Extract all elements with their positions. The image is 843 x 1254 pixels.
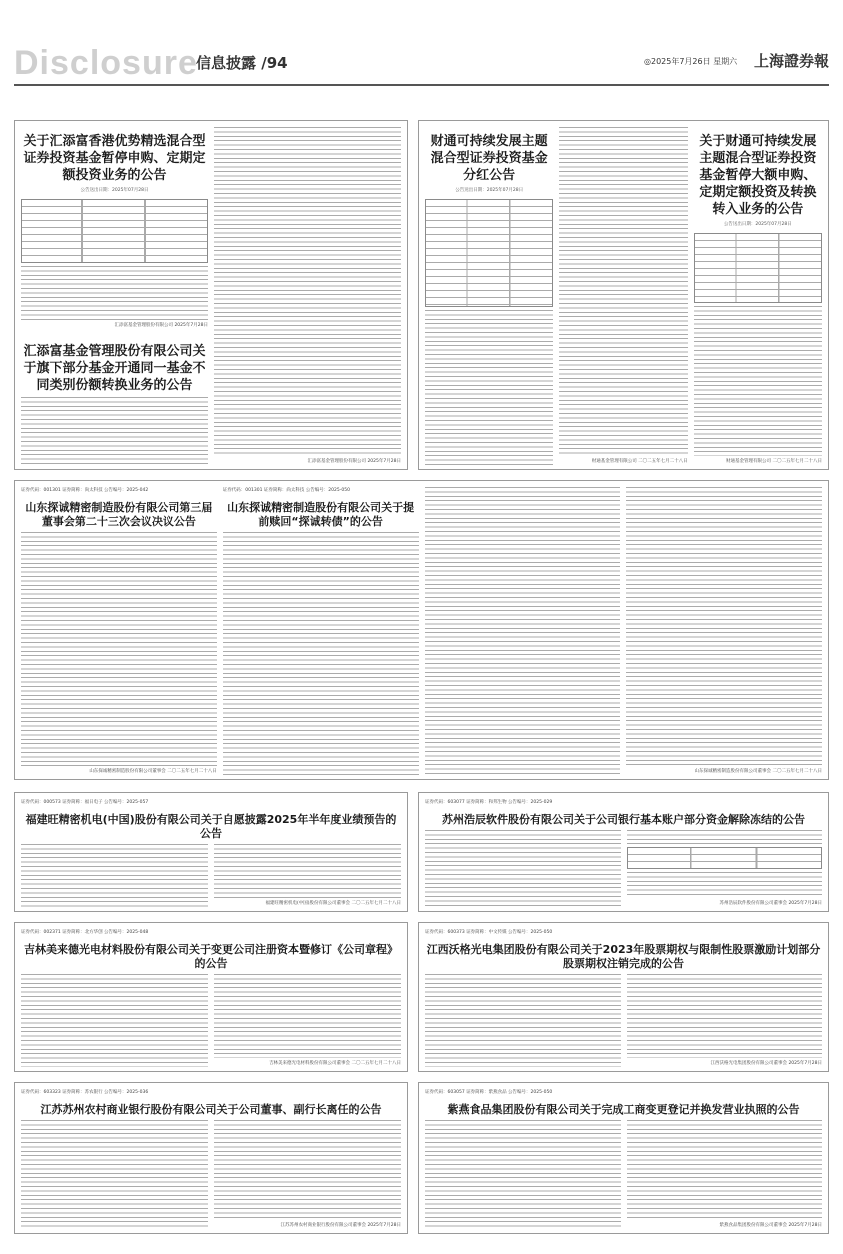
notice-column-1 bbox=[21, 487, 217, 775]
notice-box-sunong bbox=[14, 1082, 408, 1234]
notice-columns bbox=[21, 1120, 401, 1229]
notice-title: 江苏苏州农村商业银行股份有限公司关于公司董事、副行长离任的公告 bbox=[40, 1103, 382, 1116]
notice-body bbox=[627, 1120, 823, 1220]
notice-signature: 财通基金管理有限公司 二〇二五年七月二十八日 bbox=[726, 459, 822, 464]
notice-title: 吉林美来德光电材料股份有限公司关于变更公司注册资本暨修订《公司章程》的公告 bbox=[24, 943, 398, 970]
notice-title: 苏州浩辰软件股份有限公司关于公司银行基本账户部分资金解除冻结的公告 bbox=[442, 813, 805, 826]
fund-info-table bbox=[694, 233, 822, 303]
notice-column-left bbox=[425, 127, 553, 465]
notice-signature: 吉林美来德光电材料股份有限公司董事会 二〇二五年七月二十八日 bbox=[269, 1061, 401, 1066]
notice-column-left bbox=[21, 974, 208, 1067]
notice-box-ziyan bbox=[418, 1082, 829, 1234]
notice-body bbox=[425, 487, 621, 775]
notice-columns bbox=[425, 974, 822, 1067]
notice-column-2 bbox=[223, 487, 419, 775]
notice-column-right bbox=[627, 1120, 823, 1229]
notice-box-fuwang bbox=[14, 792, 408, 912]
notice-column-left bbox=[21, 844, 208, 907]
issue-date: ◎2025年7月26日 星期六 bbox=[644, 57, 738, 66]
notice-body bbox=[21, 974, 208, 1067]
notice-body bbox=[627, 830, 823, 844]
notice-body bbox=[21, 844, 208, 907]
section-name: 信息披露 bbox=[196, 54, 257, 72]
stock-codes: 证券代码：603057 证券简称：紫燕食品 公告编号：2025-050 bbox=[425, 1090, 553, 1095]
notice-signature: 汇添富基金管理股份有限公司 2025年7月28日 bbox=[114, 323, 208, 328]
notice-body bbox=[214, 127, 401, 456]
notice-column-right bbox=[214, 1120, 401, 1229]
notice-title: 山东探诚精密制造股份有限公司第三届董事会第二十三次会议决议公告 bbox=[25, 501, 213, 528]
notice-columns bbox=[425, 830, 822, 907]
notice-title: 江西沃格光电集团股份有限公司关于2023年股票期权与限制性股票激励计划部分股票期权注销完成的公告 bbox=[426, 943, 821, 970]
notice-signature: 财通基金管理有限公司 二〇二五年七月二十八日 bbox=[591, 459, 688, 464]
notice-columns bbox=[21, 844, 401, 907]
notice-body bbox=[559, 127, 687, 456]
notice-column-right bbox=[627, 830, 823, 907]
notice-column-left bbox=[425, 974, 621, 1067]
notice-body bbox=[425, 310, 553, 465]
notice-signature: 紫燕食品集团股份有限公司董事会 2025年7月28日 bbox=[719, 1223, 822, 1228]
notice-body bbox=[21, 266, 208, 320]
notice-column-left bbox=[425, 1120, 621, 1229]
notice-column-middle bbox=[559, 127, 687, 465]
notice-body bbox=[425, 830, 621, 907]
notice-signature: 山东探诚精密制造股份有限公司董事会 二〇二五年七月二十八日 bbox=[694, 769, 822, 774]
stock-codes: 证券代码：000573 证券简称：福日电子 公告编号：2025-057 bbox=[21, 800, 149, 805]
stock-codes: 证券代码：001301 证券简称：尚太科技 公告编号：2025-042 bbox=[21, 488, 149, 493]
stock-codes: 证券代码：600373 证券简称：中文传媒 公告编号：2025-050 bbox=[425, 930, 553, 935]
frozen-account-table bbox=[627, 847, 823, 869]
row-1 bbox=[14, 120, 829, 470]
notice-body bbox=[694, 306, 822, 456]
notice-box-haochen bbox=[418, 792, 829, 912]
row-3 bbox=[14, 792, 829, 912]
notice-column-right bbox=[214, 844, 401, 907]
row-4 bbox=[14, 922, 829, 1072]
brand-logo: Disclosure bbox=[14, 44, 198, 82]
notice-body bbox=[627, 974, 823, 1058]
page-number: /94 bbox=[261, 54, 288, 72]
stock-codes: 证券代码：001301 证券简称：尚太科技 公告编号：2025-050 bbox=[222, 488, 350, 493]
notice-column-right bbox=[214, 127, 401, 465]
notice-title: 紫燕食品集团股份有限公司关于完成工商变更登记并换发营业执照的公告 bbox=[447, 1103, 800, 1116]
notice-body bbox=[627, 872, 823, 898]
notice-signature: 福建旺精密机电(中国)股份有限公司董事会 二〇二五年七月二十八日 bbox=[265, 901, 401, 906]
notice-body bbox=[425, 1120, 621, 1229]
notice-box-meilaide bbox=[14, 922, 408, 1072]
dividend-table bbox=[425, 199, 553, 307]
notice-columns bbox=[21, 127, 401, 465]
notice-column-right bbox=[214, 974, 401, 1067]
notice-columns bbox=[21, 487, 822, 775]
paper-name: 上海證券報 bbox=[754, 52, 830, 70]
masthead bbox=[0, 0, 843, 100]
notice-body bbox=[425, 974, 621, 1067]
notice-signature: 山东探诚精密制造股份有限公司董事会 二〇二五年七月二十八日 bbox=[89, 769, 217, 774]
notice-box-huitianfu bbox=[14, 120, 408, 470]
notice-signature: 江苏苏州农村商业银行股份有限公司董事会 2025年7月28日 bbox=[280, 1223, 401, 1228]
notice-title: 财通可持续发展主题混合型证券投资基金分红公告 bbox=[430, 134, 548, 183]
notice-box-woge bbox=[418, 922, 829, 1072]
row-5 bbox=[14, 1082, 829, 1234]
notice-body bbox=[214, 844, 401, 898]
notice-column-3 bbox=[425, 487, 621, 775]
stock-codes: 证券代码：603077 证券简称：和邦生物 公告编号：2025-029 bbox=[425, 800, 553, 805]
notice-column-left bbox=[21, 1120, 208, 1229]
notice-signature: 苏州浩辰软件股份有限公司董事会 2025年7月28日 bbox=[719, 901, 822, 906]
stock-codes: 证券代码：603323 证券简称：苏农银行 公告编号：2025-036 bbox=[21, 1090, 149, 1095]
notice-title: 山东探诚精密制造股份有限公司关于提前赎回“探诚转债”的公告 bbox=[227, 501, 415, 528]
notice-box-tancheng bbox=[14, 480, 829, 780]
notice-signature: 江西沃格光电集团股份有限公司董事会 2025年7月28日 bbox=[710, 1061, 822, 1066]
notice-body bbox=[214, 974, 401, 1058]
notice-date: 公告送出日期：2025年07月28日 bbox=[723, 222, 792, 227]
section-title bbox=[196, 52, 288, 73]
notice-title: 福建旺精密机电(中国)股份有限公司关于自愿披露2025年半年度业绩预告的公告 bbox=[25, 813, 397, 840]
notice-title: 关于汇添富香港优势精选混合型证券投资基金暂停申购、定期定额投资业务的公告 bbox=[23, 134, 206, 183]
notice-columns bbox=[425, 127, 822, 465]
notice-column-left bbox=[21, 127, 208, 465]
fund-info-table bbox=[21, 199, 208, 263]
notice-body bbox=[214, 1120, 401, 1220]
notice-title: 汇添富基金管理股份有限公司关于旗下部分基金开通同一基金不同类别份额转换业务的公告 bbox=[23, 344, 206, 393]
notice-title: 关于财通可持续发展主题混合型证券投资基金暂停大额申购、定期定额投资及转换转入业务的公告 bbox=[699, 134, 817, 217]
notice-body bbox=[626, 487, 822, 766]
notice-column-left bbox=[425, 830, 621, 907]
notice-body bbox=[223, 532, 419, 775]
notice-column-right bbox=[627, 974, 823, 1067]
notice-date: 公告送出日期：2025年07月28日 bbox=[455, 188, 524, 193]
stock-codes: 证券代码：002371 证券简称：北方华创 公告编号：2025-048 bbox=[21, 930, 149, 935]
notice-columns bbox=[425, 1120, 822, 1229]
notice-column-4 bbox=[626, 487, 822, 775]
notice-date: 公告送出日期：2025年07月28日 bbox=[80, 188, 149, 193]
notice-column-right bbox=[694, 127, 822, 465]
notice-body bbox=[21, 532, 217, 766]
notice-columns bbox=[21, 974, 401, 1067]
notice-signature: 汇添富基金管理股份有限公司 2025年7月28日 bbox=[307, 459, 401, 464]
notice-body bbox=[21, 397, 208, 465]
header-rule bbox=[14, 84, 829, 86]
notice-box-caitong bbox=[418, 120, 829, 470]
notice-body bbox=[21, 1120, 208, 1229]
row-2 bbox=[14, 480, 829, 780]
